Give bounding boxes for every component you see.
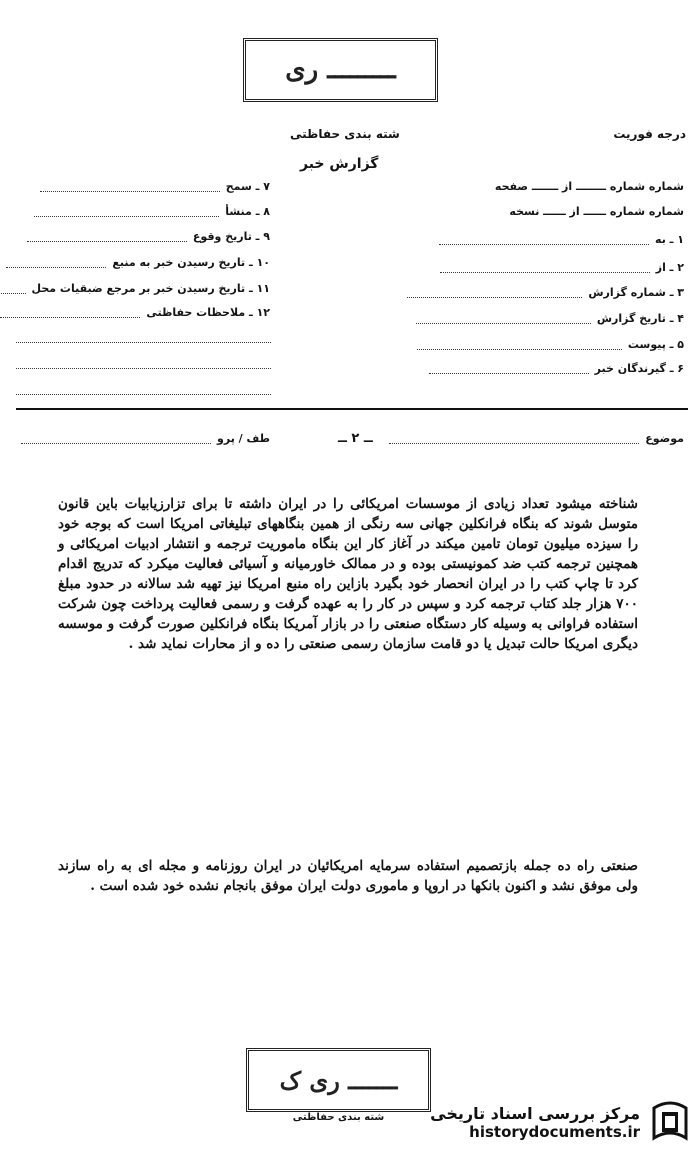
priority-label: درجه فوریت (613, 127, 686, 141)
body-paragraph-2: صنعتی راه ده جمله بازتصمیم استفاده سرمایه امریکائیان در ایران روزنامه و مجله ای به راه سازند ولی موفق نشد و اکنون بانکها در اروپا و ماموری دولت ایران موفق بانجام نشده خود شده است . (58, 858, 638, 894)
fill-line (6, 257, 106, 268)
fill-line (0, 283, 26, 294)
field-left-9 (27, 230, 270, 243)
fill-line-extra (16, 332, 271, 343)
field-left-label: ۷ ـ سمح (225, 180, 270, 193)
classification-label: شته بندی حفاظتی (290, 127, 400, 141)
field-left-label: ۱۱ ـ تاریخ رسیدن خبر بر مرجع ضبقیات محل (31, 282, 270, 295)
field-right-copy (509, 205, 684, 218)
watermark-url: historydocuments.ir (469, 1122, 640, 1141)
fill-line (416, 313, 591, 324)
fill-line-extra (16, 358, 271, 369)
field-right-label: ۱ ـ به (655, 233, 684, 246)
field-right-page (495, 180, 684, 193)
field-left-8 (34, 205, 270, 218)
field-left-7 (40, 180, 270, 193)
field-right-6 (429, 362, 684, 375)
field-right-label: ۴ ـ تاریخ گزارش (596, 312, 684, 325)
field-left-label: ۱۰ ـ تاریخ رسیدن خبر به منبع (112, 256, 270, 269)
fill-line (34, 206, 219, 217)
fill-line (40, 181, 220, 192)
body-paragraph-1: شناخته میشود تعداد زیادی از موسسات امریکائی را در ایران داشته تا برای تزارزیابیات باین قانون متوسل شوند که بنگاه فرانکلین جهانی سه رنگی از همین بنگاههای تبلیغاتی امریکا است که بوجه خود را سیزده میلیون تومان تامین میکند در آغاز کار این بنگاه ماموریت ترجمه و انتشار ادبیات امریکائی و همچنین ترجمه کتب ضد کمونیستی بوده و در ممالک خاورمیانه و آسیائی فعالیت میکرد که تدریج اقدام کرد تا چاپ کتب را در ایران انحصار خود بگیرد بازاین راه منبع امریکا نیز تهیه شد سالانه در حدود مبلغ ۷۰۰ هزار جلد کتاب ترجمه کرد و سپس در کار را به عهده گرفت و رسمی فعالیت پرداخت چون شرکت استفاده فراوانی به وسیله کار دستگاه صنعتی را در بازار آمریکا بنگاه فرانکلین صورت گرفت و موسسه دیگری امریکا حالت تبدیل یا دو قامت سازمان رسمی صنعتی را ده و از محارات نماید شد . (58, 496, 638, 652)
fill-line (439, 234, 649, 245)
fill-line (389, 433, 639, 444)
field-right-3 (407, 286, 684, 299)
fill-line-extra (16, 384, 271, 395)
field-right-label: ۵ ـ پیوست (627, 338, 684, 351)
field-right-2 (440, 261, 684, 274)
fill-line (429, 363, 589, 374)
field-right-4 (416, 312, 684, 325)
field-left-label: ۱۲ ـ ملاحظات حفاظتی (146, 306, 270, 319)
field-right-label: شماره شماره ــــــــ از ـــــــ صفحه (494, 180, 684, 193)
page-number: ــ ۲ ــ (338, 431, 373, 446)
field-right-label: ۳ ـ شماره گزارش (588, 286, 684, 299)
watermark-title: مرکز بررسی اسناد تاریخی (430, 1103, 640, 1123)
archive-logo-icon (648, 1098, 692, 1146)
report-title: گزارش خبر (300, 156, 379, 172)
subject-label: موضوع (645, 432, 684, 445)
fill-line (27, 231, 187, 242)
stamp-bottom-caption: شته بندی حفاظتی (292, 1112, 385, 1123)
divider-line (16, 408, 688, 410)
fill-line (440, 262, 650, 273)
field-right-label: ۶ ـ گیرندگان خبر (594, 362, 684, 375)
field-right-5 (417, 338, 684, 351)
field-right-1 (439, 233, 684, 246)
field-left-label: ۹ ـ تاریخ وقوع (192, 230, 270, 243)
subject-row (389, 432, 684, 445)
fill-line (0, 307, 140, 318)
stamp-bottom-text: ـــــــ ری ک (279, 1065, 398, 1095)
folder-row (21, 432, 270, 445)
field-left-label: ۸ ـ منشأ (225, 205, 270, 218)
field-right-label: ۲ ـ از (655, 261, 684, 274)
field-left-12 (0, 306, 270, 319)
field-left-11 (0, 282, 270, 295)
fill-line (407, 287, 582, 298)
fill-line (417, 339, 622, 350)
field-left-10 (6, 256, 270, 269)
folder-label: طف / پرو (217, 432, 270, 445)
field-right-label: شماره شماره ــــــ از ــــــ نسخه (509, 205, 684, 218)
archive-watermark (392, 1092, 692, 1152)
stamp-top-text: ـــــــــ ری (285, 55, 396, 85)
classification-stamp-top (243, 38, 438, 102)
fill-line (21, 433, 211, 444)
